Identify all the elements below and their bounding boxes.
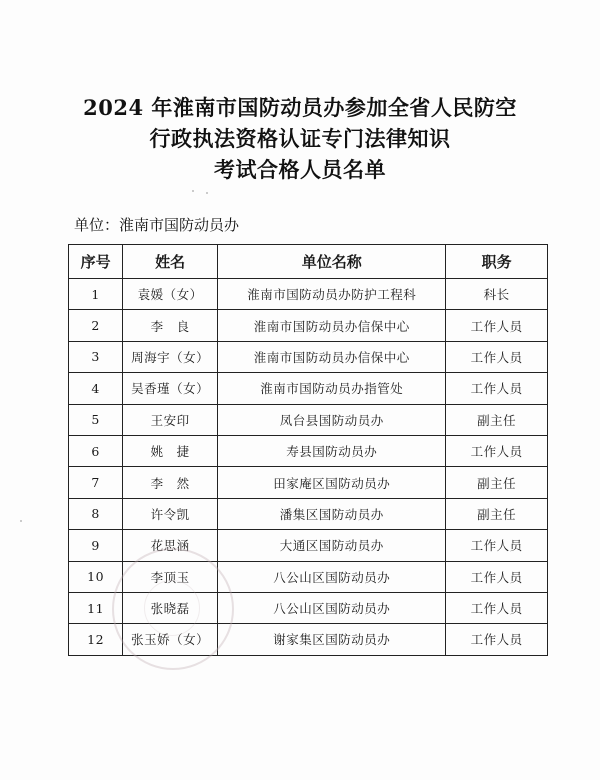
cell-seq: 3 xyxy=(69,341,123,372)
table-row xyxy=(69,592,548,623)
table-row xyxy=(69,310,548,341)
cell-unit: 田家庵区国防动员办 xyxy=(218,467,446,498)
table-row xyxy=(69,373,548,404)
cell-seq: 2 xyxy=(69,310,123,341)
scan-speck xyxy=(192,190,194,192)
cell-post: 副主任 xyxy=(446,498,548,529)
cell-name: 李顶玉 xyxy=(123,561,218,592)
cell-name: 张晓磊 xyxy=(123,592,218,623)
cell-unit: 淮南市国防动员办指管处 xyxy=(218,373,446,404)
cell-unit: 凤台县国防动员办 xyxy=(218,404,446,435)
table-row xyxy=(69,279,548,310)
cell-name: 花思涵 xyxy=(123,530,218,561)
cell-post: 工作人员 xyxy=(446,341,548,372)
cell-seq: 1 xyxy=(69,279,123,310)
title-line-1: 2024 年淮南市国防动员办参加全省人民防空 xyxy=(83,95,517,120)
document-title xyxy=(0,92,600,185)
cell-unit: 淮南市国防动员办信保中心 xyxy=(218,341,446,372)
table-row xyxy=(69,624,548,655)
cell-seq: 12 xyxy=(69,624,123,655)
cell-post: 工作人员 xyxy=(446,435,548,466)
scan-speck xyxy=(20,520,22,522)
table-row xyxy=(69,561,548,592)
cell-seq: 11 xyxy=(69,592,123,623)
cell-name: 周海宇（女） xyxy=(123,341,218,372)
cell-seq: 7 xyxy=(69,467,123,498)
table-row xyxy=(69,498,548,529)
table-header-row xyxy=(69,245,548,279)
cell-post: 工作人员 xyxy=(446,592,548,623)
cell-unit: 淮南市国防动员办防护工程科 xyxy=(218,279,446,310)
cell-name: 袁媛（女） xyxy=(123,279,218,310)
cell-name: 张玉娇（女） xyxy=(123,624,218,655)
cell-unit: 谢家集区国防动员办 xyxy=(218,624,446,655)
cell-unit: 淮南市国防动员办信保中心 xyxy=(218,310,446,341)
roster-table xyxy=(68,244,548,656)
table-row xyxy=(69,341,548,372)
cell-unit: 潘集区国防动员办 xyxy=(218,498,446,529)
header-unit: 单位名称 xyxy=(218,245,446,279)
table-row xyxy=(69,435,548,466)
cell-post: 工作人员 xyxy=(446,561,548,592)
title-line-3: 考试合格人员名单 xyxy=(214,157,386,182)
cell-name: 许令凯 xyxy=(123,498,218,529)
cell-unit: 八公山区国防动员办 xyxy=(218,592,446,623)
cell-post: 工作人员 xyxy=(446,624,548,655)
cell-seq: 6 xyxy=(69,435,123,466)
cell-seq: 8 xyxy=(69,498,123,529)
cell-post: 工作人员 xyxy=(446,373,548,404)
cell-name: 李 良 xyxy=(123,310,218,341)
header-seq: 序号 xyxy=(69,245,123,279)
cell-unit: 八公山区国防动员办 xyxy=(218,561,446,592)
cell-post: 工作人员 xyxy=(446,310,548,341)
table-row xyxy=(69,530,548,561)
cell-seq: 4 xyxy=(69,373,123,404)
header-post: 职务 xyxy=(446,245,548,279)
title-line-2: 行政执法资格认证专门法律知识 xyxy=(149,126,451,151)
table-row xyxy=(69,467,548,498)
scan-speck xyxy=(206,192,208,194)
table-row xyxy=(69,404,548,435)
cell-post: 科长 xyxy=(446,279,548,310)
cell-name: 王安印 xyxy=(123,404,218,435)
cell-post: 副主任 xyxy=(446,467,548,498)
cell-name: 姚 捷 xyxy=(123,435,218,466)
cell-unit: 寿县国防动员办 xyxy=(218,435,446,466)
unit-label: 单位：淮南市国防动员办 xyxy=(74,216,240,234)
cell-name: 吴香瑾（女） xyxy=(123,373,218,404)
cell-post: 副主任 xyxy=(446,404,548,435)
cell-seq: 10 xyxy=(69,561,123,592)
header-name: 姓名 xyxy=(123,245,218,279)
cell-seq: 5 xyxy=(69,404,123,435)
cell-unit: 大通区国防动员办 xyxy=(218,530,446,561)
cell-name: 李 然 xyxy=(123,467,218,498)
cell-post: 工作人员 xyxy=(446,530,548,561)
cell-seq: 9 xyxy=(69,530,123,561)
